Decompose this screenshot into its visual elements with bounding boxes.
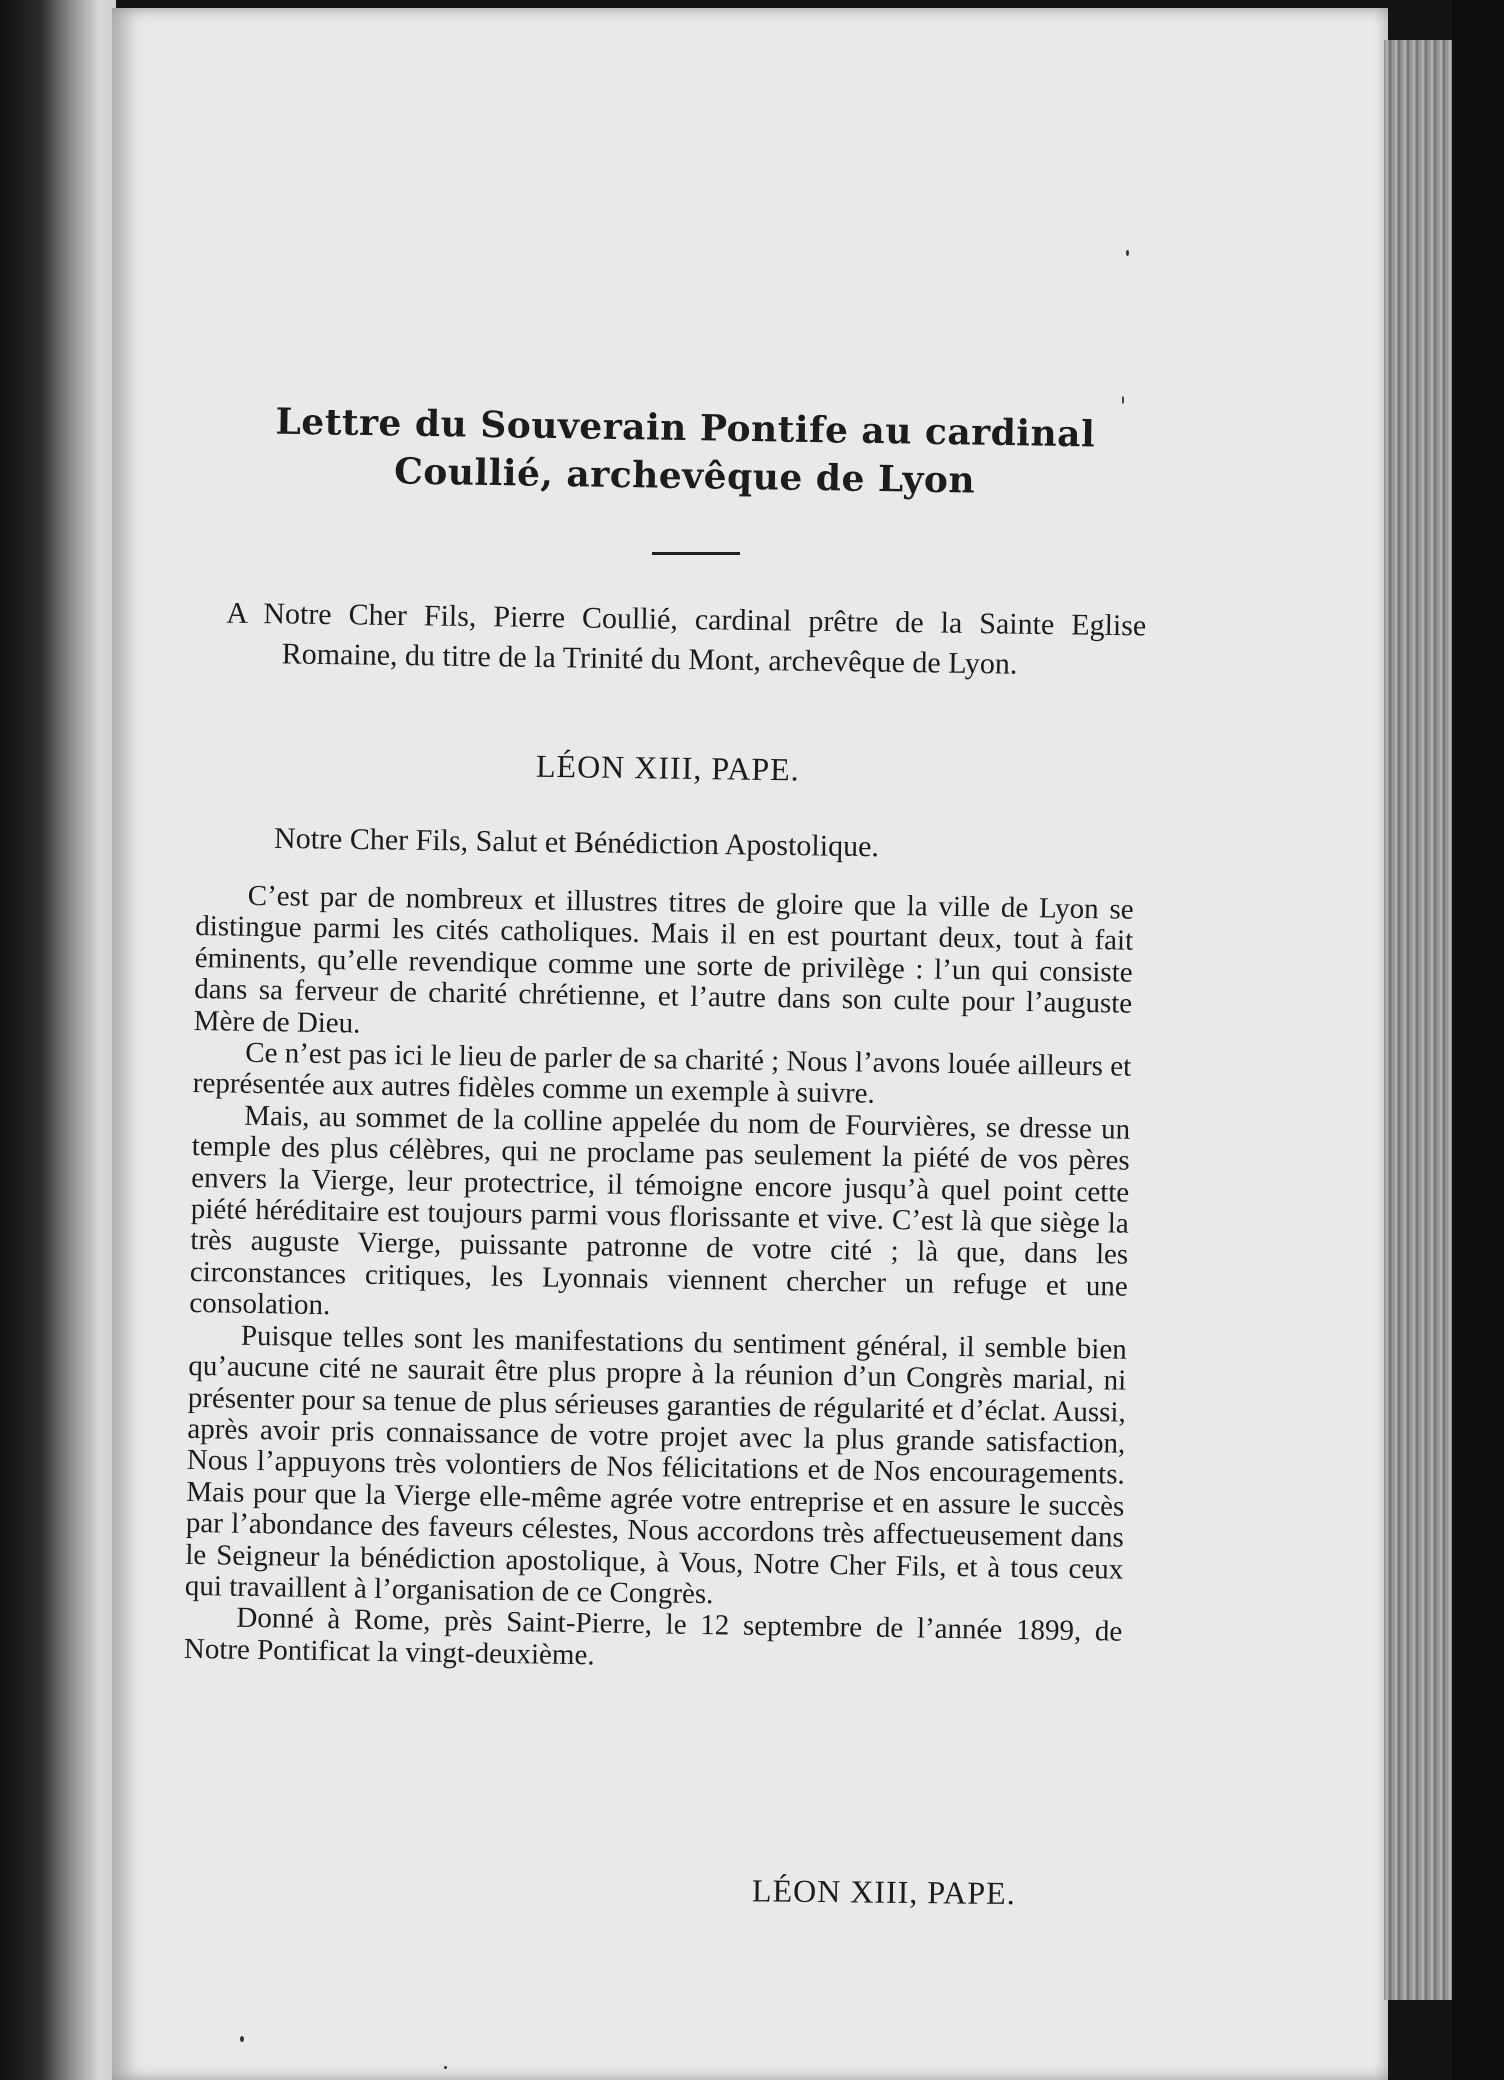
dust-speck (240, 2036, 244, 2042)
dust-speck (1126, 250, 1129, 256)
page-stack-edges (1384, 40, 1454, 2000)
body-paragraph: Mais, au sommet de la colline appelée du nom de Fourvières, se dresse un temple des plus célèbres, qui ne proclame pas seulement la piété de vos pères envers la Vierge, leur protectrice, il témoigne encore jusqu’à quel point cette piété héréditaire est toujours parmi vous florissante et vive. C’est là que siège la très auguste Vierge, puissante patronne de votre cité ; là que, dans les circonstances critiques, les Lyonnais viennent chercher un refuge et une consolation. (189, 1099, 1131, 1322)
body-paragraph: Donné à Rome, près Saint-Pierre, le 12 septembre de l’année 1899, de Notre Pontificat la vingt-deuxième. (183, 1602, 1123, 1672)
letter-body (184, 880, 1134, 1680)
left-page-edge (0, 0, 116, 2080)
body-paragraph: C’est par de nombreux et illustres titres de gloire que la ville de Lyon se distingue parmi les cités catholiques. Mais il en est pourtant deux, tout à fait éminents, qu’elle revendique comme une sorte de privilège : l’un qui consiste dans sa ferveur de charité chrétienne, et l’autre dans son culte pour l’auguste Mère de Dieu. (193, 879, 1134, 1040)
dust-speck (444, 2066, 447, 2069)
pope-heading: LÉON XIII, PAPE. (535, 747, 800, 788)
letter-address (225, 594, 1146, 687)
body-paragraph: Ce n’est pas ici le lieu de parler de sa charité ; Nous l’avons louée ailleurs et représentée aux autres fidèles comme un exemple à suivre. (192, 1036, 1132, 1111)
dust-speck (1122, 396, 1124, 404)
body-paragraph: Puisque telles sont les manifestations du sentiment général, il semble bien qu’aucune cité ne saurait être plus propre à la réunion d’un Congrès marial, ni présenter pour sa tenue de plus sérieuses garanties de régularité et d’éclat. Aussi, après avoir pris connaissance de votre projet avec la plus grande satisfaction, Nous l’appuyons très volontiers de Nos félicitations et de Nos encouragements. Mais pour que la Vierge elle-même agrée votre entreprise et en assure le succès par l’abondance des faveurs célestes, Nous accordons très affectueusement dans le Seigneur la bénédiction apostolique, à Vous, Notre Cher Fils, et à tous ceux qui travaillent à l’organisation de ce Congrès. (184, 1319, 1127, 1611)
scan-background (1452, 0, 1504, 2080)
title-divider (652, 552, 740, 555)
letter-title: Lettre du Souverain Pontife au cardinal Coullié, archevêque de Lyon (275, 400, 1096, 502)
address-text: A Notre Cher Fils, Pierre Coullié, cardinal prêtre de la Sainte Eglise Romaine, du titre de la Trinité du Mont, archevêque de Lyon. (226, 596, 1147, 681)
salutation: Notre Cher Fils, Salut et Bénédiction Apostolique. (273, 821, 880, 864)
pope-signature: LÉON XIII, PAPE. (751, 1872, 1016, 1912)
